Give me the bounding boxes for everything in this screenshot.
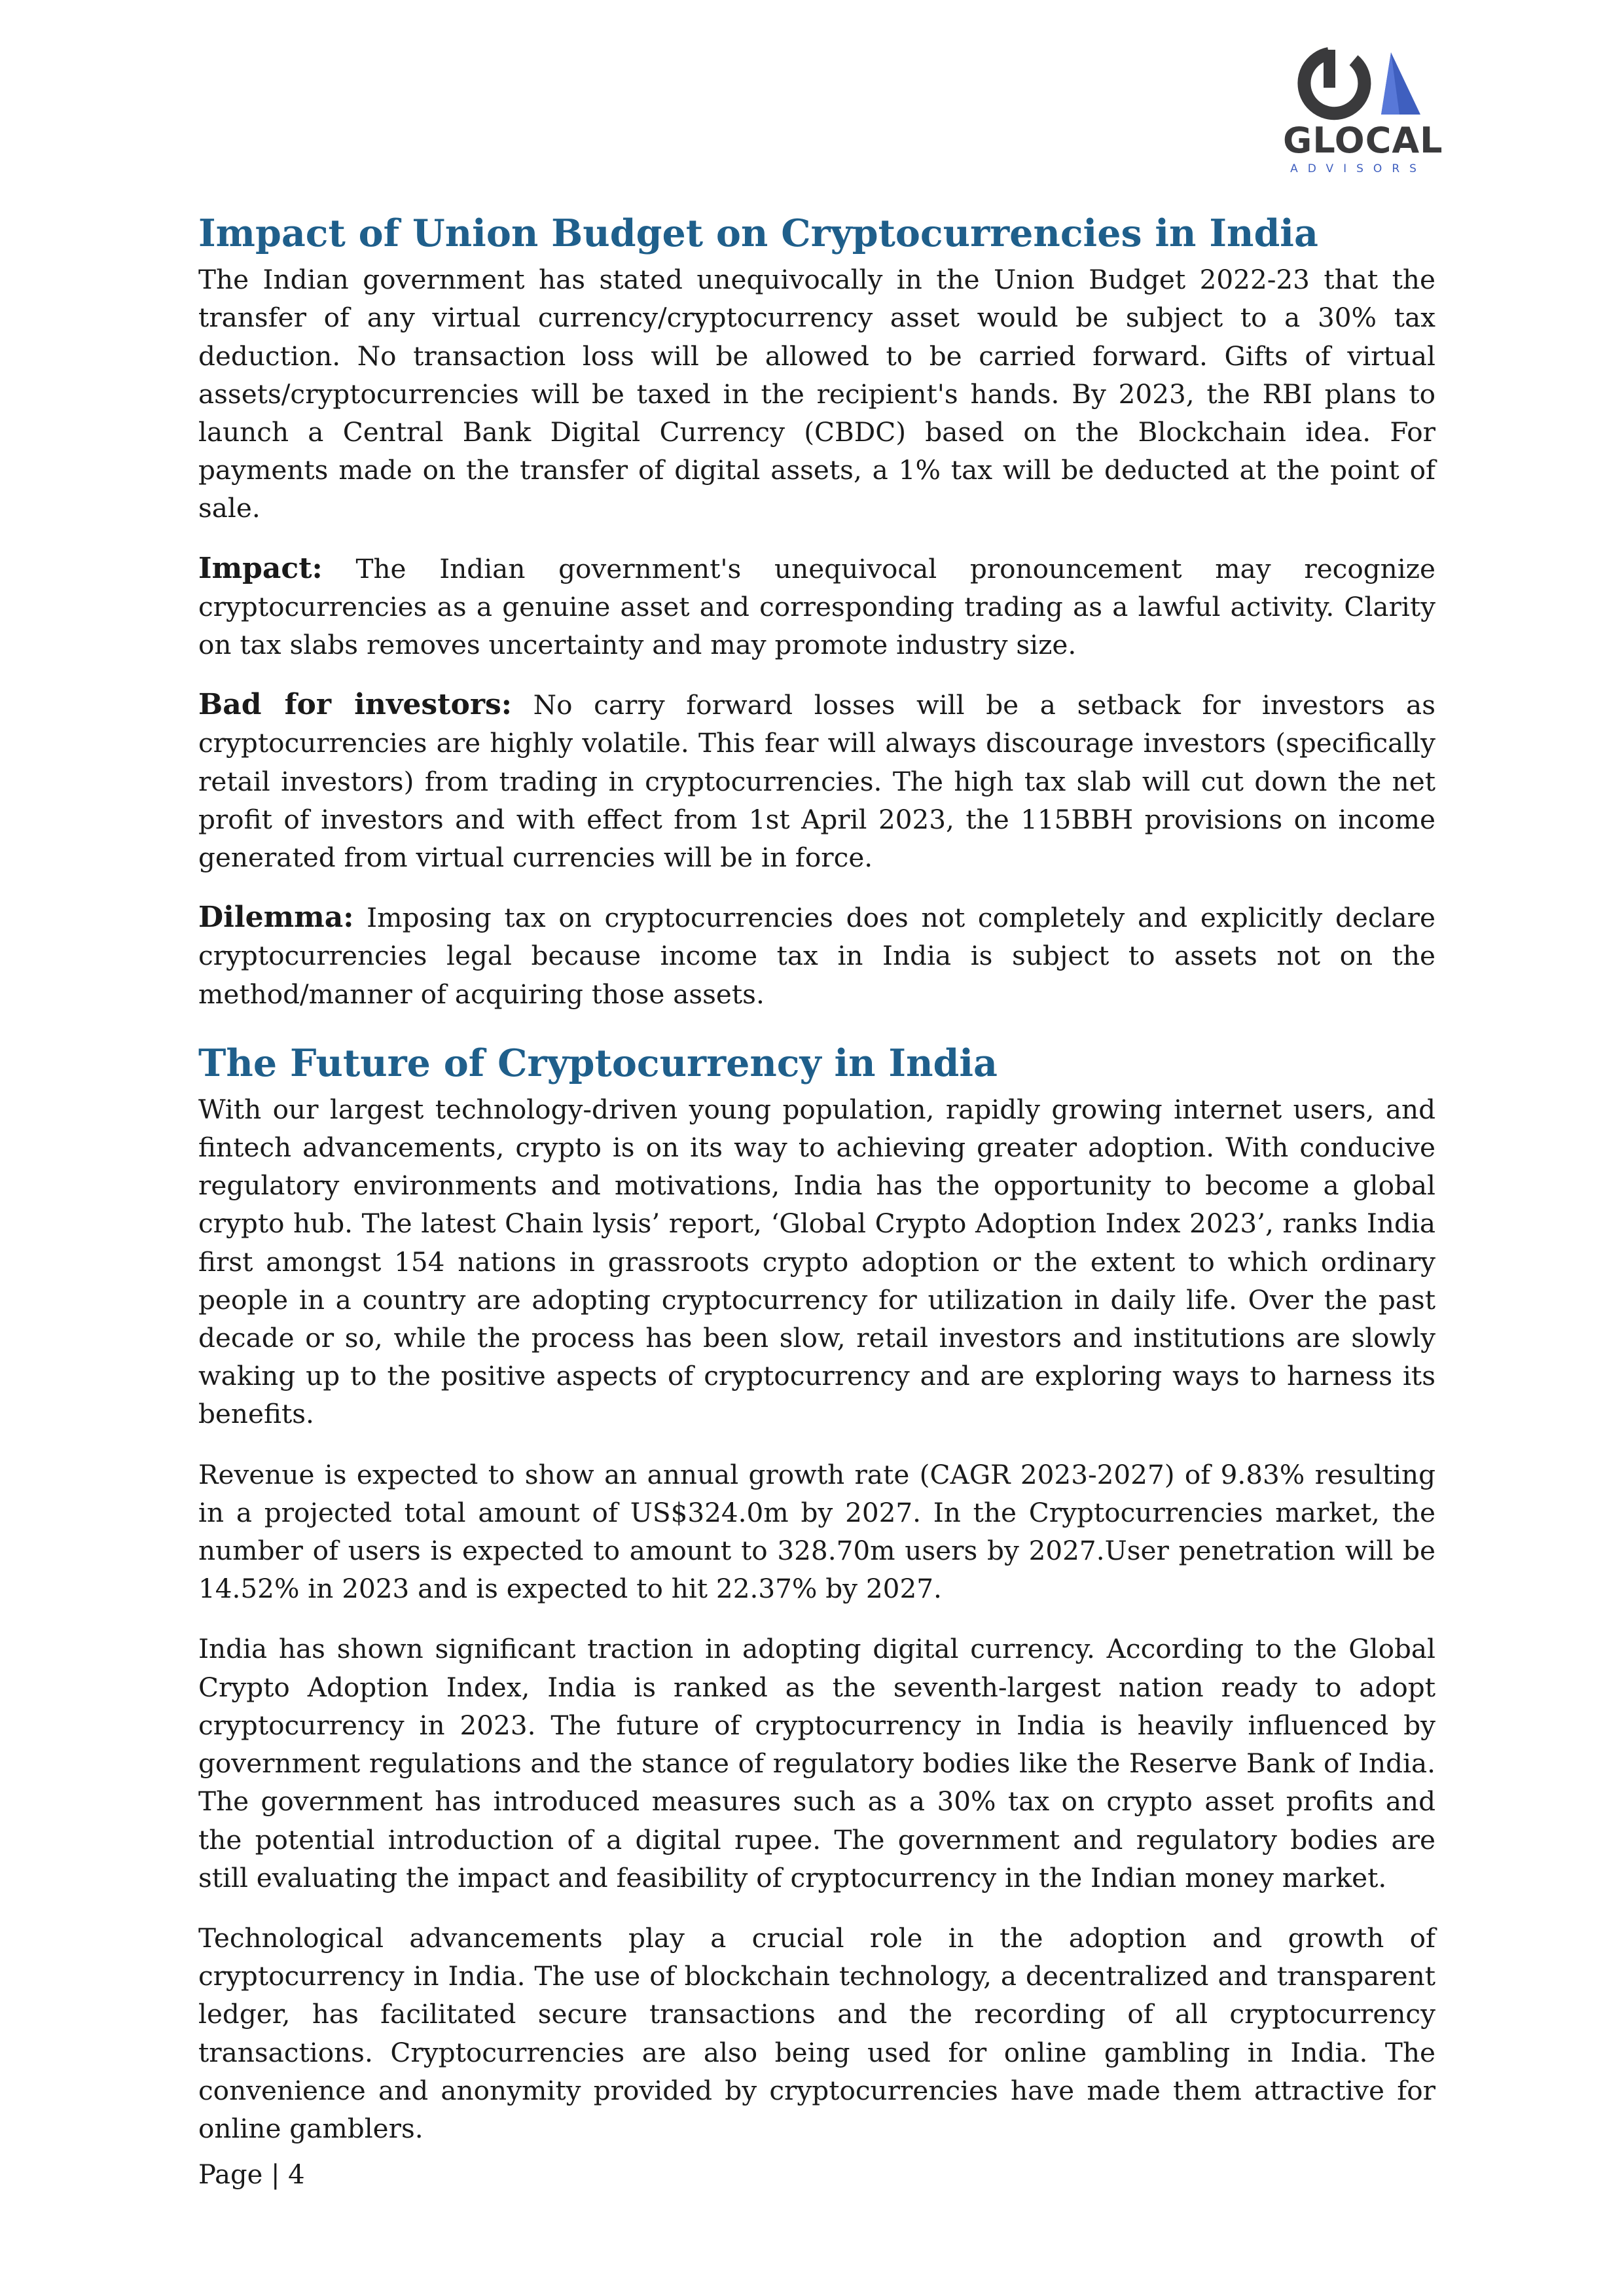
dilemma-label: Dilemma: xyxy=(198,901,354,935)
document-body xyxy=(198,209,1435,2170)
dilemma-text: Imposing tax on cryptocurrencies does not completely and explicitly declare cryptocurrencies legal because income tax in India is subject to assets not on the method/manner of acquiring those assets. xyxy=(198,902,1435,1010)
paragraph-bad-for-investors xyxy=(198,686,1435,876)
page-number: Page | 4 xyxy=(198,2160,305,2190)
bad-for-investors-text: No carry forward losses will be a setback for investors as cryptocurrencies are highly volatile. This fear will always discourage investors (specifically retail investors) from trading in cryptocurrencies. The high tax slab will cut down the net profit of investors and with effect from 1st April 2023, the 115BBH provisions on income generated from virtual currencies will be in force. xyxy=(198,689,1435,873)
bad-for-investors-label: Bad for investors: xyxy=(198,688,513,722)
paragraph-future-4: Technological advancements play a crucial role in the adoption and growth of cryptocurrency in India. The use of blockchain technology, a decentralized and transparent ledger, has facilitated secure transactions and the recording of all cryptocurrency transactions. Cryptocurrencies are also being used for online gambling in India. The convenience and anonymity provided by cryptocurrencies have made them attractive for online gamblers. xyxy=(198,1922,1435,2144)
section-title-future: The Future of Cryptocurrency in India xyxy=(198,1041,998,1085)
logo-mark-icon xyxy=(1283,46,1434,124)
paragraph-future-1: With our largest technology-driven young population, rapidly growing internet users, and fintech advancements, crypto is on its way to achieving greater adoption. With conducive regulatory environments and motivations, India has the opportunity to become a global crypto hub. The latest Chain lysis’ report, ‘Global Crypto Adoption Index 2023’, ranks India first amongst 154 nations in grassroots crypto adoption or the extent to which ordinary people in a country are adopting cryptocurrency for utilization in daily life. Over the past decade or so, while the process has been slow, retail investors and institutions are slowly waking up to the positive aspects of cryptocurrency and are exploring ways to harness its benefits. xyxy=(198,1093,1435,1430)
impact-label: Impact: xyxy=(198,551,323,585)
section-title-union-budget: Impact of Union Budget on Cryptocurrencies in India xyxy=(198,211,1318,255)
paragraph-budget-intro: The Indian government has stated unequivocally in the Union Budget 2022-23 that the transfer of any virtual currency/cryptocurrency asset would be subject to a 30% tax deduction. No transaction loss will be allowed to be carried forward. Gifts of virtual assets/cryptocurrencies will be taxed in the recipient's hands. By 2023, the RBI plans to launch a Central Bank Digital Currency (CBDC) based on the Blockchain idea. For payments made on the transfer of digital assets, a 1% tax will be deducted at the point of sale. xyxy=(198,264,1435,524)
logo-wordmark: GLOCAL xyxy=(1283,120,1443,161)
paragraph-impact xyxy=(198,550,1435,664)
logo-tagline: ADVISORS xyxy=(1290,162,1426,175)
company-logo xyxy=(1283,46,1443,183)
impact-text: The Indian government's unequivocal pronouncement may recognize cryptocurrencies as a genuine asset and corresponding trading as a lawful activity. Clarity on tax slabs removes uncertainty and may promote industry size. xyxy=(198,552,1435,660)
paragraph-future-3: India has shown significant traction in adopting digital currency. According to the Global Crypto Adoption Index, India is ranked as the seventh-largest nation ready to adopt cryptocurrency in 2023. The future of cryptocurrency in India is heavily influenced by government regulations and the stance of regulatory bodies like the Reserve Bank of India. The government has introduced measures such as a 30% tax on crypto asset profits and the potential introduction of a digital rupee. The government and regulatory bodies are still evaluating the impact and feasibility of cryptocurrency in the Indian money market. xyxy=(198,1633,1435,1893)
paragraph-dilemma xyxy=(198,899,1435,1013)
paragraph-future-2: Revenue is expected to show an annual growth rate (CAGR 2023-2027) of 9.83% resulting in a projected total amount of US$324.0m by 2027. In the Cryptocurrencies market, the number of users is expected to amount to 328.70m users by 2027.User penetration will be 14.52% in 2023 and is expected to hit 22.37% by 2027. xyxy=(198,1458,1435,1605)
